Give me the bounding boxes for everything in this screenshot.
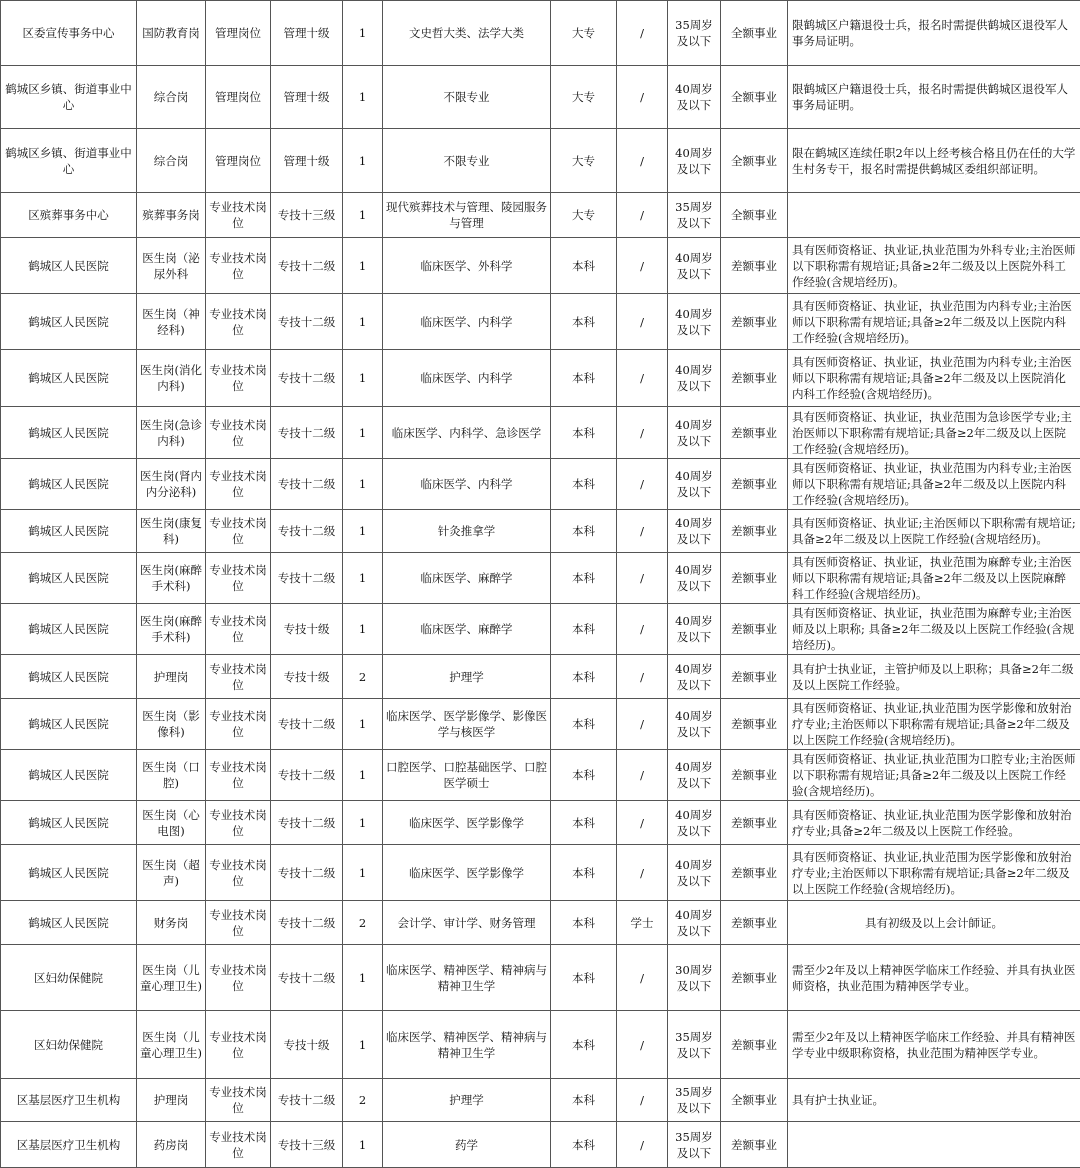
funding-cell: 差额事业 bbox=[721, 655, 788, 699]
count-cell: 1 bbox=[343, 350, 383, 407]
remarks-cell: 具有护士执业证，主管护师及以上职称；具备≥2年二级及以上医院工作经验。 bbox=[788, 655, 1080, 699]
remarks-cell: 具有医师资格证、执业证，执业范围为麻醉专业;主治医师及以上职称; 具备≥2年二级及以上医院工作经验(含规培经历)。 bbox=[788, 604, 1080, 655]
unit-cell: 区殡葬事务中心 bbox=[1, 193, 137, 238]
degree-cell: / bbox=[617, 459, 668, 510]
remarks-cell bbox=[788, 193, 1080, 238]
funding-cell: 差额事业 bbox=[721, 553, 788, 604]
remarks-cell: 具有医师资格证、执业证,执业范围为外科专业;主治医师以下职称需有规培证;具备≥2年二级及以上医院外科工作经验(含规培经历)。 bbox=[788, 238, 1080, 294]
major-cell: 临床医学、医学影像学、影像医学与核医学 bbox=[383, 699, 551, 750]
funding-cell: 差额事业 bbox=[721, 1011, 788, 1079]
remarks-cell: 限鹤城区户籍退役士兵，报名时需提供鹤城区退役军人事务局证明。 bbox=[788, 1, 1080, 66]
unit-cell: 区妇幼保健院 bbox=[1, 945, 137, 1011]
category-cell: 管理岗位 bbox=[206, 129, 271, 193]
age-cell: 35周岁及以下 bbox=[668, 1079, 721, 1122]
category-cell: 专业技术岗位 bbox=[206, 699, 271, 750]
level-cell: 专技十级 bbox=[271, 1011, 343, 1079]
education-cell: 本科 bbox=[551, 945, 617, 1011]
education-cell: 大专 bbox=[551, 129, 617, 193]
level-cell: 专技十二级 bbox=[271, 750, 343, 801]
post-cell: 护理岗 bbox=[137, 1079, 206, 1122]
count-cell: 1 bbox=[343, 66, 383, 129]
age-cell: 40周岁及以下 bbox=[668, 699, 721, 750]
table-body bbox=[1, 1, 1080, 1168]
major-cell: 临床医学、麻醉学 bbox=[383, 553, 551, 604]
degree-cell: / bbox=[617, 1011, 668, 1079]
age-cell: 40周岁及以下 bbox=[668, 66, 721, 129]
age-cell: 40周岁及以下 bbox=[668, 510, 721, 553]
degree-cell: / bbox=[617, 699, 668, 750]
level-cell: 专技十二级 bbox=[271, 407, 343, 459]
table-row bbox=[1, 699, 1080, 750]
category-cell: 管理岗位 bbox=[206, 1, 271, 66]
funding-cell: 全额事业 bbox=[721, 1079, 788, 1122]
degree-cell: / bbox=[617, 553, 668, 604]
remarks-cell: 需至少2年及以上精神医学临床工作经验、并具有执业医师资格，执业范围为精神医学专业。 bbox=[788, 945, 1080, 1011]
education-cell: 本科 bbox=[551, 294, 617, 350]
post-cell: 医生岗(消化内科) bbox=[137, 350, 206, 407]
unit-cell: 区委宣传事务中心 bbox=[1, 1, 137, 66]
category-cell: 专业技术岗位 bbox=[206, 1122, 271, 1168]
funding-cell: 差额事业 bbox=[721, 945, 788, 1011]
major-cell: 会计学、审计学、财务管理 bbox=[383, 901, 551, 945]
education-cell: 本科 bbox=[551, 845, 617, 901]
table-row bbox=[1, 901, 1080, 945]
age-cell: 40周岁及以下 bbox=[668, 294, 721, 350]
degree-cell: / bbox=[617, 945, 668, 1011]
count-cell: 1 bbox=[343, 1011, 383, 1079]
count-cell: 1 bbox=[343, 945, 383, 1011]
degree-cell: / bbox=[617, 129, 668, 193]
category-cell: 专业技术岗位 bbox=[206, 553, 271, 604]
table-row bbox=[1, 945, 1080, 1011]
category-cell: 专业技术岗位 bbox=[206, 945, 271, 1011]
category-cell: 专业技术岗位 bbox=[206, 407, 271, 459]
count-cell: 1 bbox=[343, 553, 383, 604]
education-cell: 本科 bbox=[551, 238, 617, 294]
education-cell: 大专 bbox=[551, 66, 617, 129]
category-cell: 专业技术岗位 bbox=[206, 459, 271, 510]
level-cell: 专技十二级 bbox=[271, 699, 343, 750]
post-cell: 综合岗 bbox=[137, 129, 206, 193]
unit-cell: 鹤城区人民医院 bbox=[1, 750, 137, 801]
table-row bbox=[1, 1011, 1080, 1079]
count-cell: 1 bbox=[343, 1122, 383, 1168]
level-cell: 专技十二级 bbox=[271, 1079, 343, 1122]
remarks-cell: 具有医师资格证、执业证;主治医师以下职称需有规培证;具备≥2年二级及以上医院工作经验(含规培经历)。 bbox=[788, 510, 1080, 553]
remarks-cell: 具有医师资格证、执业证，执业范围为内科专业;主治医师以下职称需有规培证;具备≥2年二级及以上医院内科工作经验(含规培经历)。 bbox=[788, 294, 1080, 350]
unit-cell: 区妇幼保健院 bbox=[1, 1011, 137, 1079]
post-cell: 药房岗 bbox=[137, 1122, 206, 1168]
table-row bbox=[1, 1, 1080, 66]
count-cell: 2 bbox=[343, 901, 383, 945]
post-cell: 医生岗（口腔) bbox=[137, 750, 206, 801]
education-cell: 本科 bbox=[551, 350, 617, 407]
age-cell: 40周岁及以下 bbox=[668, 845, 721, 901]
table-row bbox=[1, 1122, 1080, 1168]
level-cell: 管理十级 bbox=[271, 66, 343, 129]
education-cell: 本科 bbox=[551, 604, 617, 655]
category-cell: 专业技术岗位 bbox=[206, 901, 271, 945]
education-cell: 本科 bbox=[551, 750, 617, 801]
level-cell: 专技十二级 bbox=[271, 350, 343, 407]
age-cell: 40周岁及以下 bbox=[668, 801, 721, 845]
table-row bbox=[1, 238, 1080, 294]
funding-cell: 全额事业 bbox=[721, 193, 788, 238]
funding-cell: 差额事业 bbox=[721, 350, 788, 407]
table-row bbox=[1, 66, 1080, 129]
education-cell: 本科 bbox=[551, 1079, 617, 1122]
count-cell: 1 bbox=[343, 407, 383, 459]
table-row bbox=[1, 459, 1080, 510]
age-cell: 40周岁及以下 bbox=[668, 407, 721, 459]
unit-cell: 鹤城区人民医院 bbox=[1, 845, 137, 901]
post-cell: 医生岗（儿童心理卫生) bbox=[137, 945, 206, 1011]
category-cell: 专业技术岗位 bbox=[206, 750, 271, 801]
major-cell: 临床医学、医学影像学 bbox=[383, 845, 551, 901]
funding-cell: 差额事业 bbox=[721, 459, 788, 510]
level-cell: 管理十级 bbox=[271, 129, 343, 193]
post-cell: 医生岗(急诊内科) bbox=[137, 407, 206, 459]
count-cell: 2 bbox=[343, 1079, 383, 1122]
degree-cell: / bbox=[617, 407, 668, 459]
unit-cell: 区基层医疗卫生机构 bbox=[1, 1122, 137, 1168]
age-cell: 35周岁及以下 bbox=[668, 1122, 721, 1168]
degree-cell: / bbox=[617, 294, 668, 350]
major-cell: 文史哲大类、法学大类 bbox=[383, 1, 551, 66]
major-cell: 口腔医学、口腔基础医学、口腔医学硕士 bbox=[383, 750, 551, 801]
age-cell: 30周岁及以下 bbox=[668, 945, 721, 1011]
age-cell: 35周岁及以下 bbox=[668, 1011, 721, 1079]
post-cell: 护理岗 bbox=[137, 655, 206, 699]
category-cell: 管理岗位 bbox=[206, 66, 271, 129]
major-cell: 临床医学、精神医学、精神病与精神卫生学 bbox=[383, 945, 551, 1011]
education-cell: 本科 bbox=[551, 1122, 617, 1168]
count-cell: 1 bbox=[343, 510, 383, 553]
remarks-cell: 具有医师资格证、执业证，执业范围为内科专业;主治医师以下职称需有规培证;具备≥2年二级及以上医院消化内科工作经验(含规培经历)。 bbox=[788, 350, 1080, 407]
age-cell: 35周岁及以下 bbox=[668, 1, 721, 66]
degree-cell: / bbox=[617, 238, 668, 294]
unit-cell: 鹤城区人民医院 bbox=[1, 699, 137, 750]
remarks-cell bbox=[788, 1122, 1080, 1168]
level-cell: 专技十级 bbox=[271, 655, 343, 699]
level-cell: 专技十级 bbox=[271, 604, 343, 655]
remarks-cell: 具有医师资格证、执业证，执业范围为内科专业;主治医师以下职称需有规培证;具备≥2年二级及以上医院内科工作经验(含规培经历)。 bbox=[788, 459, 1080, 510]
unit-cell: 鹤城区人民医院 bbox=[1, 655, 137, 699]
table-row bbox=[1, 129, 1080, 193]
funding-cell: 差额事业 bbox=[721, 604, 788, 655]
level-cell: 管理十级 bbox=[271, 1, 343, 66]
table-row bbox=[1, 604, 1080, 655]
level-cell: 专技十三级 bbox=[271, 193, 343, 238]
major-cell: 现代殡葬技术与管理、陵园服务与管理 bbox=[383, 193, 551, 238]
count-cell: 2 bbox=[343, 655, 383, 699]
category-cell: 专业技术岗位 bbox=[206, 238, 271, 294]
age-cell: 40周岁及以下 bbox=[668, 129, 721, 193]
category-cell: 专业技术岗位 bbox=[206, 510, 271, 553]
major-cell: 临床医学、内科学 bbox=[383, 350, 551, 407]
category-cell: 专业技术岗位 bbox=[206, 845, 271, 901]
post-cell: 国防教育岗 bbox=[137, 1, 206, 66]
major-cell: 临床医学、内科学、急诊医学 bbox=[383, 407, 551, 459]
funding-cell: 差额事业 bbox=[721, 510, 788, 553]
count-cell: 1 bbox=[343, 294, 383, 350]
degree-cell: 学士 bbox=[617, 901, 668, 945]
table-row bbox=[1, 750, 1080, 801]
unit-cell: 鹤城区人民医院 bbox=[1, 901, 137, 945]
count-cell: 1 bbox=[343, 699, 383, 750]
count-cell: 1 bbox=[343, 845, 383, 901]
table-row bbox=[1, 845, 1080, 901]
age-cell: 40周岁及以下 bbox=[668, 459, 721, 510]
count-cell: 1 bbox=[343, 193, 383, 238]
funding-cell: 全额事业 bbox=[721, 129, 788, 193]
level-cell: 专技十二级 bbox=[271, 459, 343, 510]
table-row bbox=[1, 350, 1080, 407]
unit-cell: 鹤城区人民医院 bbox=[1, 350, 137, 407]
unit-cell: 鹤城区人民医院 bbox=[1, 238, 137, 294]
degree-cell: / bbox=[617, 655, 668, 699]
education-cell: 本科 bbox=[551, 553, 617, 604]
remarks-cell: 具有医师资格证、执业证,执业范围为医学影像和放射治疗专业;具备≥2年二级及以上医院工作经验。 bbox=[788, 801, 1080, 845]
unit-cell: 鹤城区乡镇、街道事业中心 bbox=[1, 129, 137, 193]
age-cell: 40周岁及以下 bbox=[668, 238, 721, 294]
unit-cell: 鹤城区乡镇、街道事业中心 bbox=[1, 66, 137, 129]
degree-cell: / bbox=[617, 750, 668, 801]
education-cell: 大专 bbox=[551, 1, 617, 66]
unit-cell: 鹤城区人民医院 bbox=[1, 510, 137, 553]
degree-cell: / bbox=[617, 193, 668, 238]
level-cell: 专技十二级 bbox=[271, 238, 343, 294]
unit-cell: 鹤城区人民医院 bbox=[1, 407, 137, 459]
table-row bbox=[1, 655, 1080, 699]
funding-cell: 全额事业 bbox=[721, 66, 788, 129]
degree-cell: / bbox=[617, 1079, 668, 1122]
level-cell: 专技十二级 bbox=[271, 553, 343, 604]
degree-cell: / bbox=[617, 1122, 668, 1168]
table-row bbox=[1, 553, 1080, 604]
remarks-cell: 具有医师资格证、执业证，执业范围为急诊医学专业;主治医师以下职称需有规培证;具备≥2年二级及以上医院工作经验(含规培经历)。 bbox=[788, 407, 1080, 459]
level-cell: 专技十二级 bbox=[271, 510, 343, 553]
unit-cell: 鹤城区人民医院 bbox=[1, 294, 137, 350]
level-cell: 专技十二级 bbox=[271, 801, 343, 845]
degree-cell: / bbox=[617, 66, 668, 129]
funding-cell: 差额事业 bbox=[721, 407, 788, 459]
post-cell: 医生岗(麻醉手术科) bbox=[137, 604, 206, 655]
funding-cell: 差额事业 bbox=[721, 801, 788, 845]
category-cell: 专业技术岗位 bbox=[206, 294, 271, 350]
post-cell: 医生岗(麻醉手术科) bbox=[137, 553, 206, 604]
category-cell: 专业技术岗位 bbox=[206, 1011, 271, 1079]
funding-cell: 差额事业 bbox=[721, 1122, 788, 1168]
age-cell: 40周岁及以下 bbox=[668, 901, 721, 945]
education-cell: 本科 bbox=[551, 801, 617, 845]
table-row bbox=[1, 294, 1080, 350]
funding-cell: 差额事业 bbox=[721, 699, 788, 750]
major-cell: 临床医学、内科学 bbox=[383, 459, 551, 510]
major-cell: 临床医学、精神医学、精神病与精神卫生学 bbox=[383, 1011, 551, 1079]
education-cell: 大专 bbox=[551, 193, 617, 238]
post-cell: 殡葬事务岗 bbox=[137, 193, 206, 238]
remarks-cell: 具有医师资格证、执业证,执业范围为口腔专业;主治医师以下职称需有规培证;具备≥2年二级及以上医院工作经验(含规培经历)。 bbox=[788, 750, 1080, 801]
age-cell: 40周岁及以下 bbox=[668, 350, 721, 407]
major-cell: 临床医学、外科学 bbox=[383, 238, 551, 294]
post-cell: 医生岗（神经科) bbox=[137, 294, 206, 350]
count-cell: 1 bbox=[343, 238, 383, 294]
unit-cell: 鹤城区人民医院 bbox=[1, 459, 137, 510]
education-cell: 本科 bbox=[551, 901, 617, 945]
post-cell: 医生岗（心电图) bbox=[137, 801, 206, 845]
level-cell: 专技十三级 bbox=[271, 1122, 343, 1168]
table-row bbox=[1, 801, 1080, 845]
post-cell: 医生岗（影像科) bbox=[137, 699, 206, 750]
remarks-cell: 具有医师资格证、执业证,执业范围为医学影像和放射治疗专业;主治医师以下职称需有规培证;具备≥2年二级及以上医院工作经验(含规培经历)。 bbox=[788, 699, 1080, 750]
post-cell: 医生岗(肾内内分泌科) bbox=[137, 459, 206, 510]
level-cell: 专技十二级 bbox=[271, 945, 343, 1011]
funding-cell: 差额事业 bbox=[721, 901, 788, 945]
education-cell: 本科 bbox=[551, 510, 617, 553]
post-cell: 医生岗（儿童心理卫生) bbox=[137, 1011, 206, 1079]
count-cell: 1 bbox=[343, 129, 383, 193]
age-cell: 40周岁及以下 bbox=[668, 750, 721, 801]
level-cell: 专技十二级 bbox=[271, 294, 343, 350]
table-row bbox=[1, 1079, 1080, 1122]
funding-cell: 差额事业 bbox=[721, 845, 788, 901]
funding-cell: 差额事业 bbox=[721, 750, 788, 801]
remarks-cell: 具有护士执业证。 bbox=[788, 1079, 1080, 1122]
education-cell: 本科 bbox=[551, 1011, 617, 1079]
count-cell: 1 bbox=[343, 750, 383, 801]
age-cell: 40周岁及以下 bbox=[668, 553, 721, 604]
degree-cell: / bbox=[617, 1, 668, 66]
major-cell: 临床医学、内科学 bbox=[383, 294, 551, 350]
unit-cell: 鹤城区人民医院 bbox=[1, 553, 137, 604]
major-cell: 不限专业 bbox=[383, 129, 551, 193]
remarks-cell: 具有医师资格证、执业证,执业范围为医学影像和放射治疗专业;主治医师以下职称需有规培证;具备≥2年二级及以上医院工作经验(含规培经历)。 bbox=[788, 845, 1080, 901]
post-cell: 医生岗（泌尿外科 bbox=[137, 238, 206, 294]
category-cell: 专业技术岗位 bbox=[206, 350, 271, 407]
post-cell: 医生岗（超声) bbox=[137, 845, 206, 901]
remarks-cell: 限鹤城区户籍退役士兵，报名时需提供鹤城区退役军人事务局证明。 bbox=[788, 66, 1080, 129]
major-cell: 护理学 bbox=[383, 655, 551, 699]
category-cell: 专业技术岗位 bbox=[206, 1079, 271, 1122]
funding-cell: 差额事业 bbox=[721, 294, 788, 350]
age-cell: 40周岁及以下 bbox=[668, 655, 721, 699]
table-row bbox=[1, 510, 1080, 553]
count-cell: 1 bbox=[343, 604, 383, 655]
education-cell: 本科 bbox=[551, 699, 617, 750]
category-cell: 专业技术岗位 bbox=[206, 655, 271, 699]
education-cell: 本科 bbox=[551, 459, 617, 510]
remarks-cell: 具有医师资格证、执业证，执业范围为麻醉专业;主治医师以下职称需有规培证;具备≥2年二级及以上医院麻醉科工作经验(含规培经历)。 bbox=[788, 553, 1080, 604]
post-cell: 综合岗 bbox=[137, 66, 206, 129]
category-cell: 专业技术岗位 bbox=[206, 604, 271, 655]
major-cell: 临床医学、麻醉学 bbox=[383, 604, 551, 655]
education-cell: 本科 bbox=[551, 407, 617, 459]
major-cell: 护理学 bbox=[383, 1079, 551, 1122]
major-cell: 不限专业 bbox=[383, 66, 551, 129]
remarks-cell: 限在鹤城区连续任职2年以上经考核合格且仍在任的大学生村务专干，报名时需提供鹤城区委组织部证明。 bbox=[788, 129, 1080, 193]
unit-cell: 鹤城区人民医院 bbox=[1, 801, 137, 845]
remarks-cell: 需至少2年及以上精神医学临床工作经验、并具有精神医学专业中级职称资格，执业范围为精神医学专业。 bbox=[788, 1011, 1080, 1079]
major-cell: 临床医学、医学影像学 bbox=[383, 801, 551, 845]
funding-cell: 差额事业 bbox=[721, 238, 788, 294]
degree-cell: / bbox=[617, 845, 668, 901]
age-cell: 35周岁及以下 bbox=[668, 193, 721, 238]
degree-cell: / bbox=[617, 801, 668, 845]
post-cell: 财务岗 bbox=[137, 901, 206, 945]
degree-cell: / bbox=[617, 604, 668, 655]
unit-cell: 鹤城区人民医院 bbox=[1, 604, 137, 655]
category-cell: 专业技术岗位 bbox=[206, 801, 271, 845]
unit-cell: 区基层医疗卫生机构 bbox=[1, 1079, 137, 1122]
level-cell: 专技十二级 bbox=[271, 845, 343, 901]
count-cell: 1 bbox=[343, 1, 383, 66]
major-cell: 药学 bbox=[383, 1122, 551, 1168]
table-row bbox=[1, 193, 1080, 238]
level-cell: 专技十二级 bbox=[271, 901, 343, 945]
degree-cell: / bbox=[617, 510, 668, 553]
post-cell: 医生岗(康复科) bbox=[137, 510, 206, 553]
count-cell: 1 bbox=[343, 459, 383, 510]
count-cell: 1 bbox=[343, 801, 383, 845]
education-cell: 本科 bbox=[551, 655, 617, 699]
remarks-cell: 具有初级及以上会计師证。 bbox=[788, 901, 1080, 945]
degree-cell: / bbox=[617, 350, 668, 407]
table-row bbox=[1, 407, 1080, 459]
funding-cell: 全额事业 bbox=[721, 1, 788, 66]
major-cell: 针灸推拿学 bbox=[383, 510, 551, 553]
category-cell: 专业技术岗位 bbox=[206, 193, 271, 238]
age-cell: 40周岁及以下 bbox=[668, 604, 721, 655]
